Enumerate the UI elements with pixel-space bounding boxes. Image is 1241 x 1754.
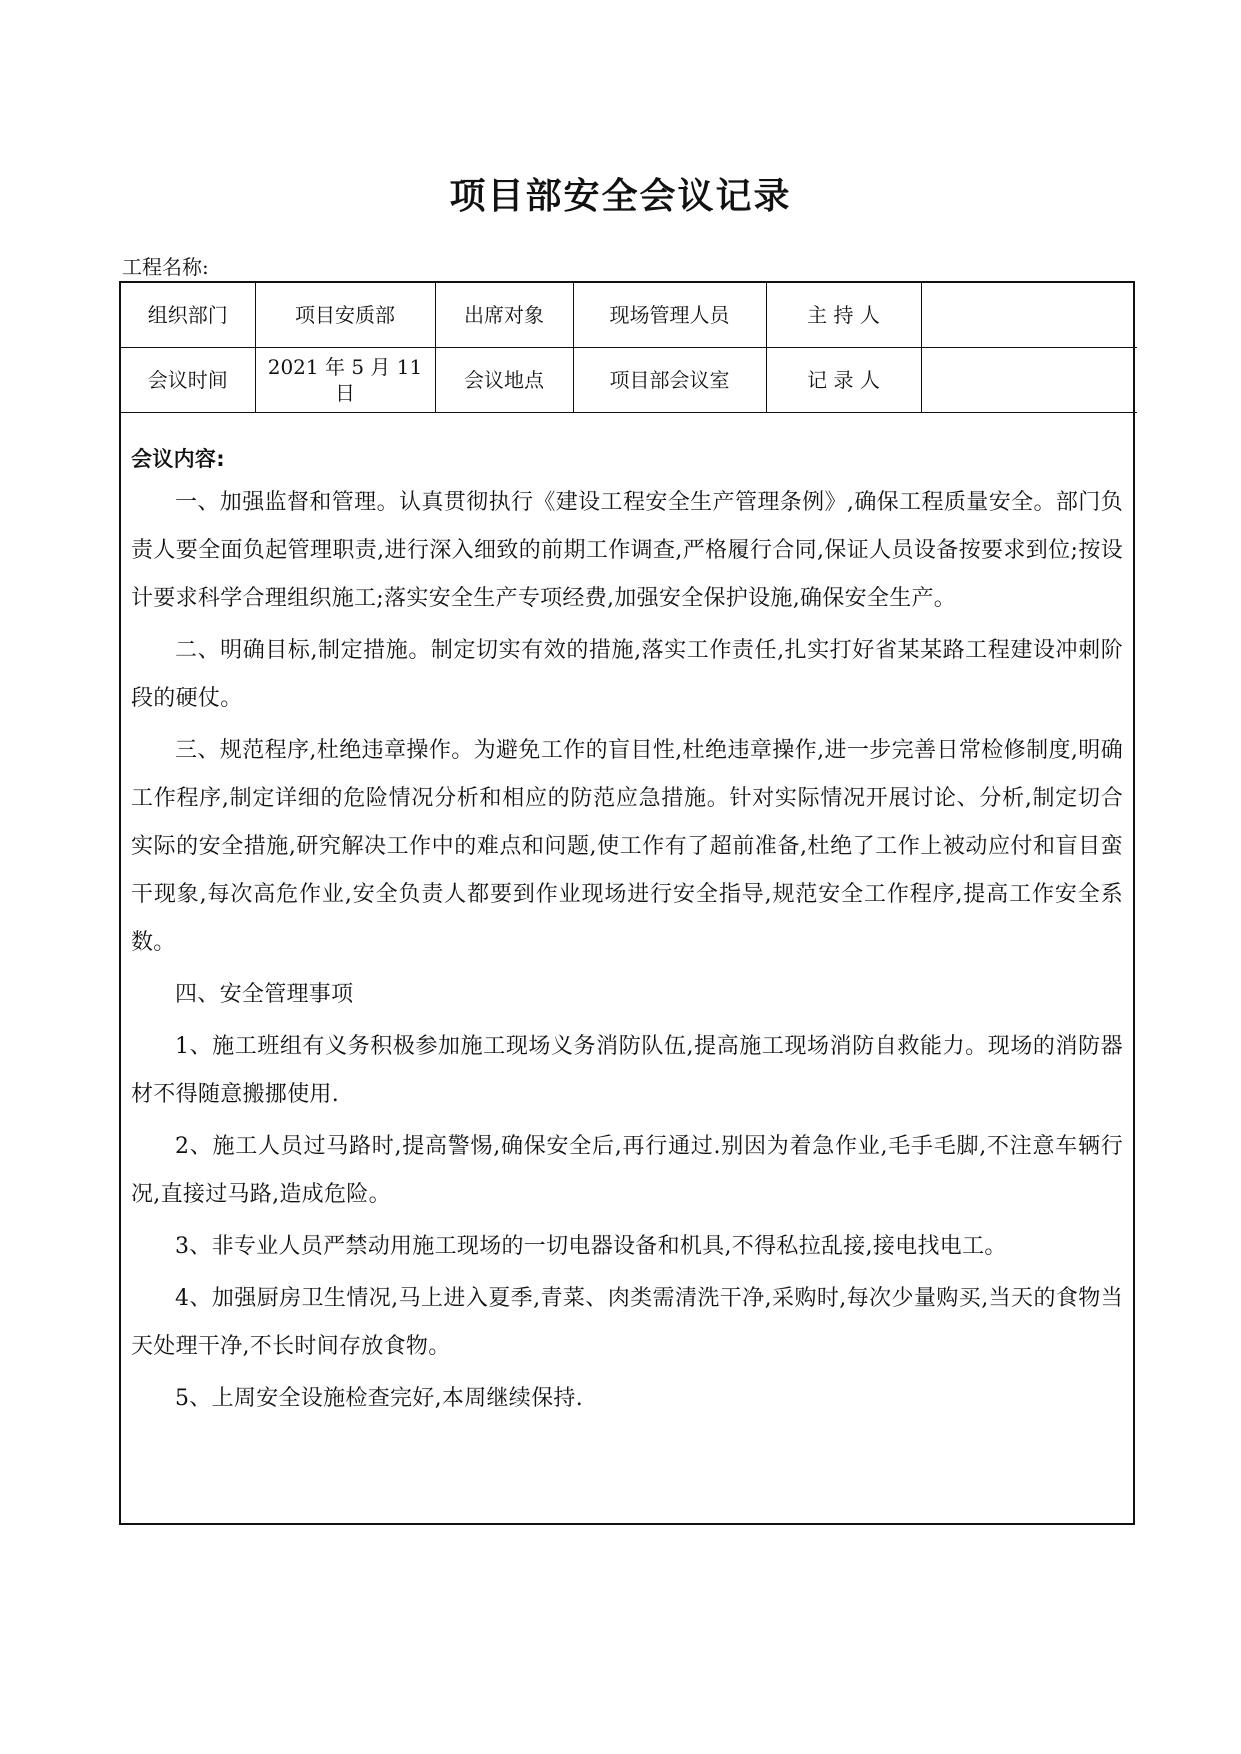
attendees-value: 现场管理人员 [573, 283, 766, 348]
info-row-1 [121, 283, 1137, 348]
attendees-label: 出席对象 [435, 283, 573, 348]
org-dept-value: 项目安质部 [255, 283, 435, 348]
project-name-label: 工程名称: [122, 255, 209, 279]
record-form [119, 281, 1135, 1525]
content-list-item: 3、非专业人员严禁动用施工现场的一切电器设备和机具,不得私拉乱接,接电找电工。 [175, 1234, 1007, 1259]
time-label: 会议时间 [121, 348, 255, 413]
recorder-value [921, 348, 1137, 413]
location-value: 项目部会议室 [573, 348, 766, 413]
meeting-info-table [121, 283, 1137, 413]
content-paragraph: 三、规范程序,杜绝违章操作。为避免工作的盲目性,杜绝违章操作,进一步完善日常检修制度,明确工作程序,制定详细的危险情况分析和相应的防范应急措施。针对实际情况开展讨论、分析,制定切合实际的安全措施,研究解决工作中的难点和问题,使工作有了超前准备,杜绝了工作上被动应付和盲目蛮干现象,每次高危作业,安全负责人都要到作业现场进行安全指导,规范安全工作程序,提高工作安全系数。 [131, 738, 1123, 955]
host-value [921, 283, 1137, 348]
org-dept-label: 组织部门 [121, 283, 255, 348]
meeting-content [121, 413, 1133, 1423]
location-label: 会议地点 [435, 348, 573, 413]
recorder-label: 记 录 人 [766, 348, 921, 413]
host-label: 主 持 人 [766, 283, 921, 348]
content-list-item: 5、上周安全设施检查完好,本周继续保持. [175, 1386, 583, 1411]
content-paragraph: 二、明确目标,制定措施。制定切实有效的措施,落实工作责任,扎实打好省某某路工程建设冲刺阶段的硬仗。 [131, 638, 1123, 711]
info-row-2 [121, 348, 1137, 413]
page-title: 项目部安全会议记录 [449, 176, 792, 217]
content-list-item: 1、施工班组有义务积极参加施工现场义务消防队伍,提高施工现场消防自救能力。现场的消防器材不得随意搬挪使用. [131, 1034, 1123, 1107]
content-list-item: 4、加强厨房卫生情况,马上进入夏季,青菜、肉类需清洗干净,采购时,每次少量购买,当天的食物当天处理干净,不长时间存放食物。 [131, 1286, 1123, 1359]
time-value: 2021 年 5 月 11 日 [255, 348, 435, 413]
content-section-heading: 四、安全管理事项 [175, 982, 354, 1007]
content-paragraph: 一、加强监督和管理。认真贯彻执行《建设工程安全生产管理条例》,确保工程质量安全。部门负责人要全面负起管理职责,进行深入细致的前期工作调查,严格履行合同,保证人员设备按要求到位;按设计要求科学合理组织施工;落实安全生产专项经费,加强安全保护设施,确保安全生产。 [131, 490, 1123, 611]
content-list-item: 2、施工人员过马路时,提高警惕,确保安全后,再行通过.别因为着急作业,毛手毛脚,不注意车辆行况,直接过马路,造成危险。 [131, 1134, 1123, 1207]
content-title: 会议内容: [131, 447, 225, 471]
